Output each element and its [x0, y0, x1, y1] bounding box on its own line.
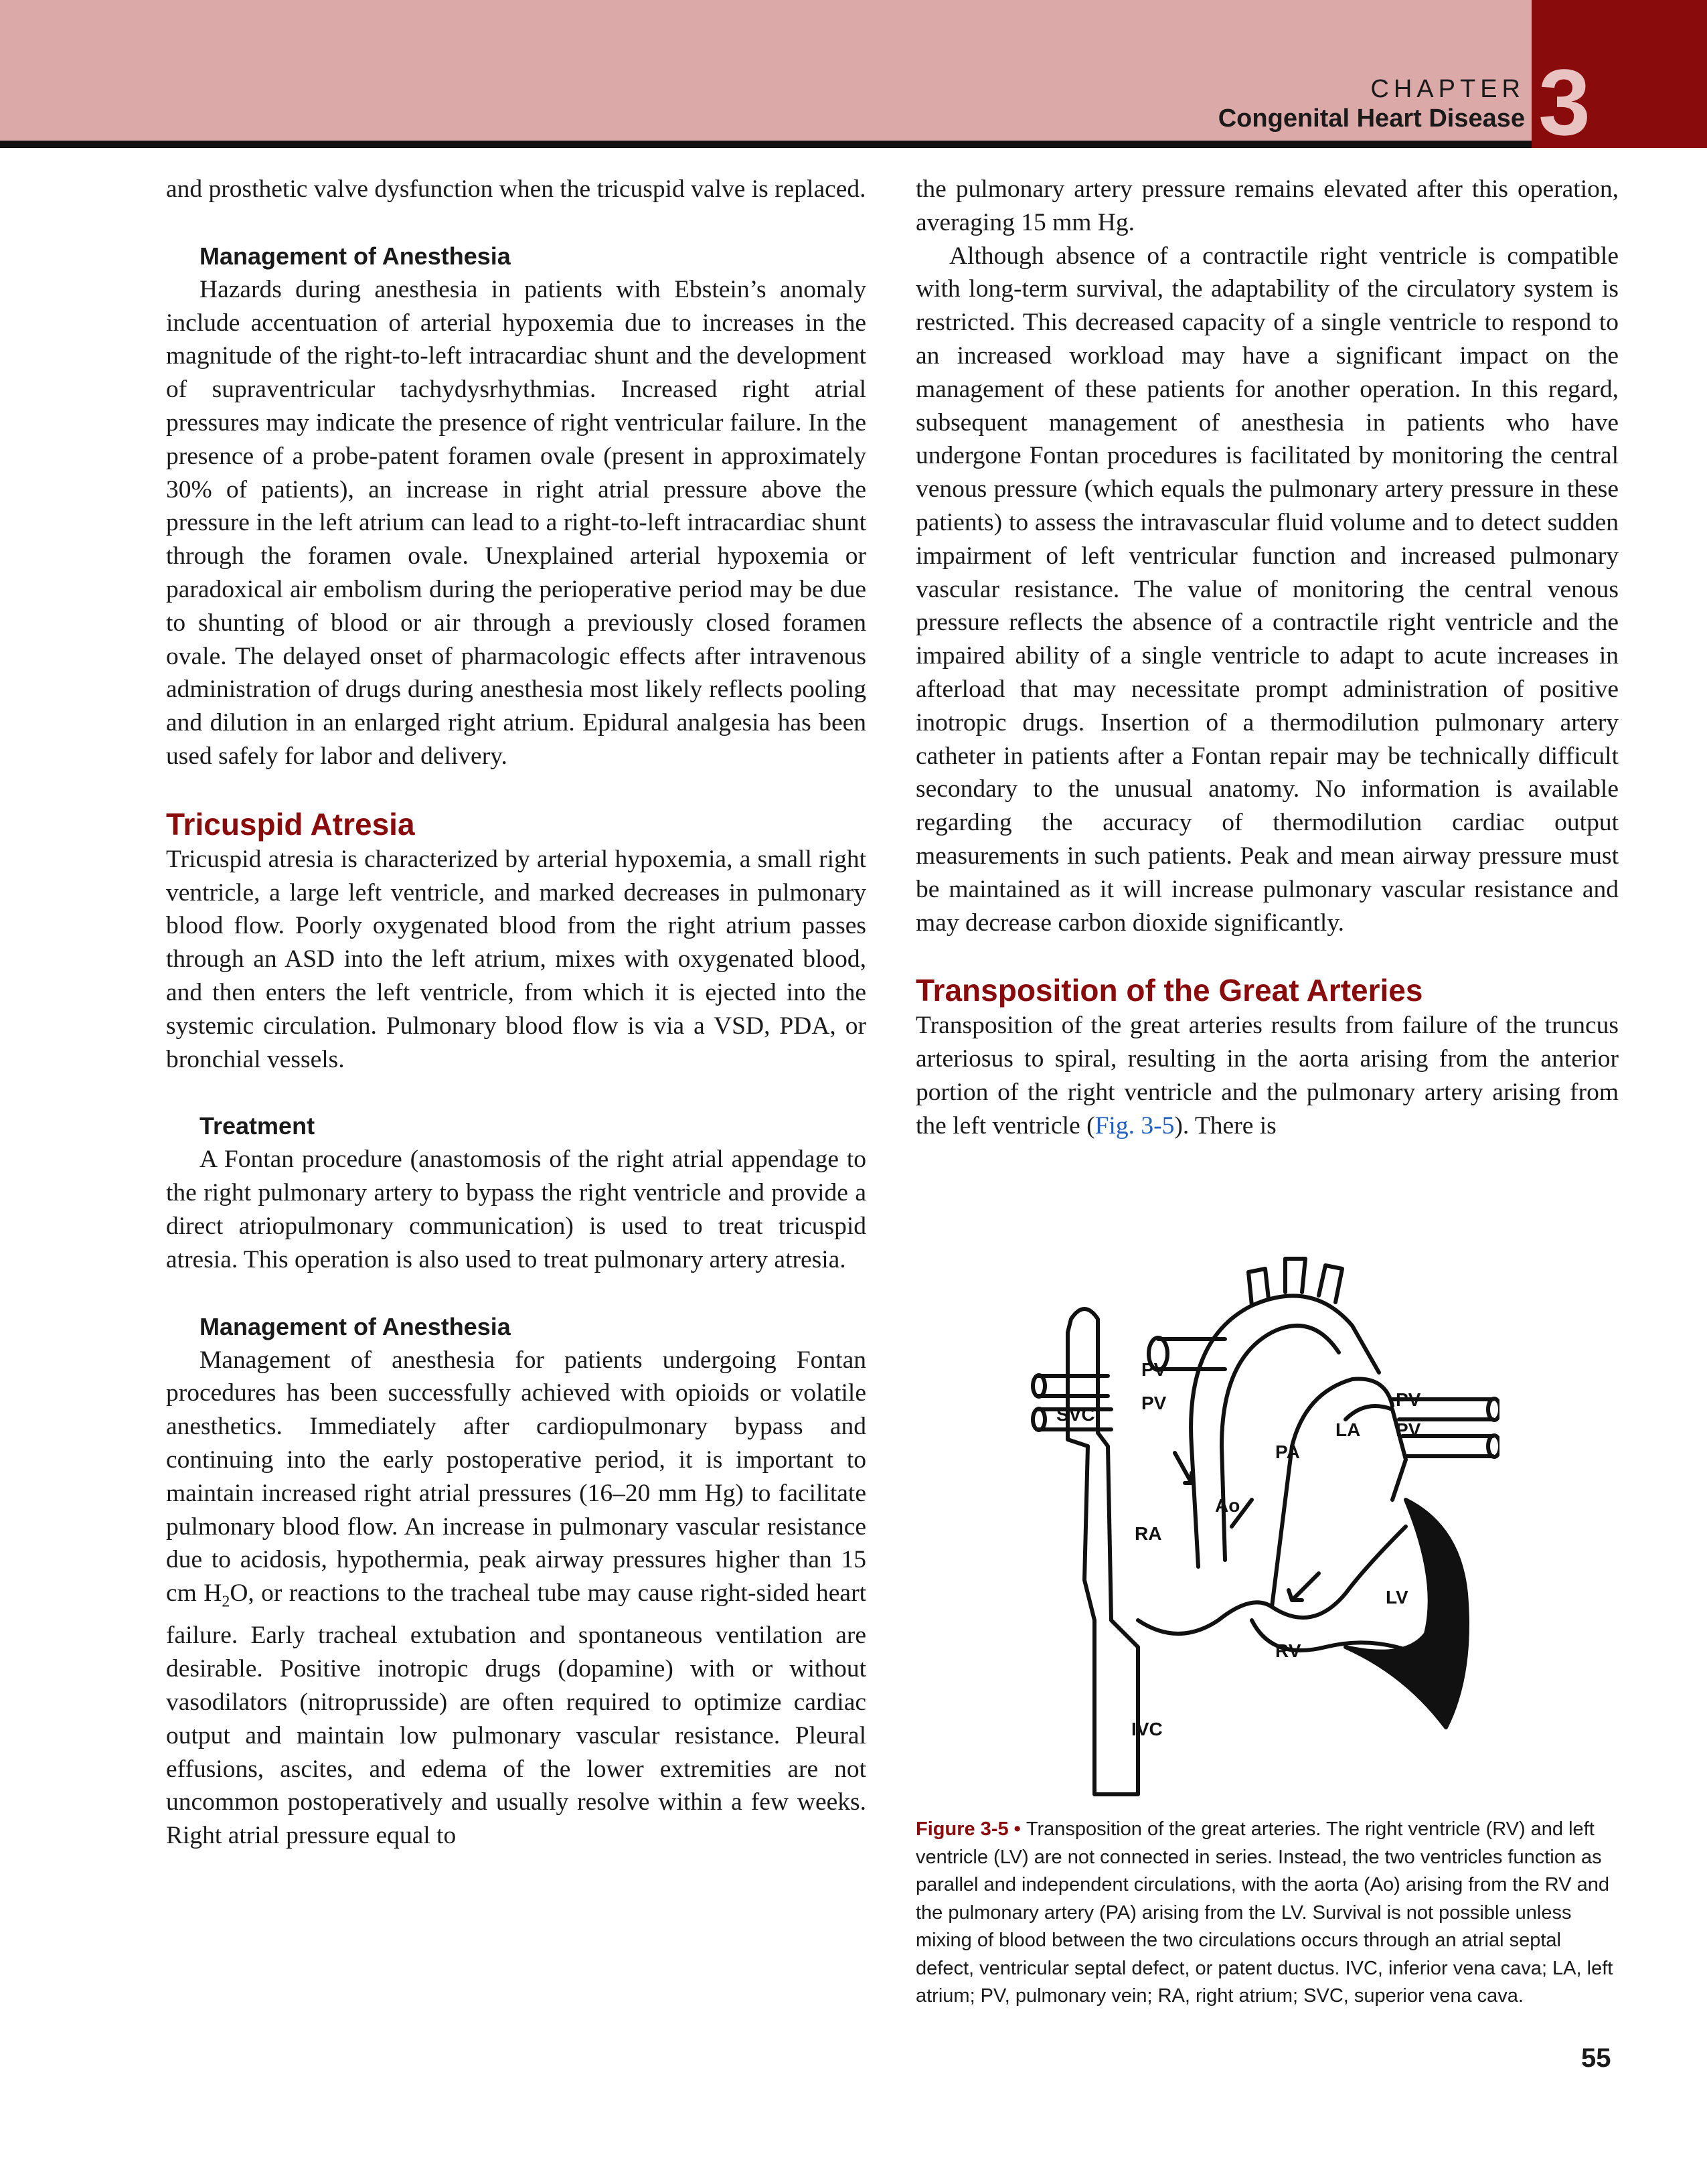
- caption-bullet: •: [1008, 1818, 1026, 1840]
- chapter-label: CHAPTER: [1370, 75, 1525, 103]
- paragraph: Hazards during anesthesia in patients with Ebstein’s anomaly include accentuation of arterial hypoxemia due to increases in the magnitude of the right-to-left intracardiac shunt and the development of supraventricular tachydysrhythmias. Increased right atrial pressures may indicate the presence of right ventricular failure. In the presence of a probe-patent foramen ovale (present in approximately 30% of patients), an increase in right atrial pressure above the pressure in the left atrium can lead to a right-to-left intracardiac shunt through the foramen ovale. Unexplained arterial hypoxemia or paradoxical air embolism during the perioperative period may be due to shunting of blood or air through a previously closed foramen ovale. The delayed onset of pharmacologic effects after intravenous administration of drugs during anesthesia most likely reflects pooling and dilution in an enlarged right atrium. Epidural analgesia has been used safely for labor and delivery.: [166, 275, 866, 770]
- paragraph: and prosthetic valve dysfunction when the tricuspid valve is replaced.: [166, 175, 866, 203]
- text-run: Management of anesthesia for patients undergoing Fontan procedures has been successfully achieved with opioids or volatile anesthetics. Immediately after cardiopulmonary bypass and continuing into the early postoperative period, it is important to maintain increased right atrial pressures (16–20 mm Hg) to facilitate pulmonary blood flow. An increase in pulmonary vascular resistance due to acidosis, hypothermia, peak airway pressures higher than 15 cm H: [166, 1346, 866, 1608]
- text-run: ). There is: [1174, 1111, 1277, 1140]
- subscript: 2: [222, 1593, 230, 1611]
- text-run: Transposition of the great arteries results from failure of the truncus arteriosus to spiral, resulting in the aorta arising from the anterior portion of the right ventricle and the pulmonary artery arising from the left ventricle (: [916, 1012, 1619, 1140]
- label-rv: RV: [1275, 1640, 1301, 1661]
- label-pv: PV: [1141, 1359, 1167, 1380]
- svc-ivc-outline: [1068, 1309, 1138, 1794]
- label-svc: SVC: [1056, 1404, 1095, 1425]
- heart-diagram-figure: [1031, 1245, 1499, 1801]
- left-column: [166, 173, 866, 1853]
- paragraph: [916, 1009, 1619, 1142]
- arch-branches: [1248, 1259, 1342, 1306]
- paragraph: A Fontan procedure (anastomosis of the right atrial appendage to the right pulmonary artery to bypass the right ventricle and provide a direct atriopulmonary communication) is used to treat tricuspid atresia. This operation is also used to treat pulmonary artery atresia.: [166, 1146, 866, 1273]
- paragraph: Tricuspid atresia is characterized by arterial hypoxemia, a small right ventricle, a large left ventricle, and marked decreases in pulmonary blood flow. Poorly oxygenated blood from the right atrium passes through an ASD into the left atrium, mixes with oxygenated blood, and then enters the left ventricle, from which it is ejected into the systemic circulation. Pulmonary blood flow is via a VSD, PDA, or bronchial vessels.: [166, 845, 866, 1073]
- lv-wall: [1346, 1500, 1467, 1727]
- label-pa: PA: [1275, 1441, 1300, 1462]
- label-pv: PV: [1396, 1419, 1421, 1440]
- subheading-treatment: Treatment: [199, 1112, 315, 1140]
- figure-link[interactable]: Fig. 3-5: [1094, 1111, 1175, 1140]
- subheading-management-of-anesthesia: Management of Anesthesia: [199, 242, 511, 270]
- label-ra: RA: [1135, 1523, 1162, 1544]
- label-pv: PV: [1396, 1389, 1421, 1410]
- subheading-management-of-anesthesia: Management of Anesthesia: [199, 1312, 511, 1340]
- right-column: [916, 173, 1619, 1143]
- chapter-number: 3: [1538, 50, 1591, 155]
- section-heading-tricuspid-atresia: Tricuspid Atresia: [166, 806, 415, 842]
- label-pv: PV: [1141, 1393, 1167, 1413]
- header-rule: [0, 141, 1707, 148]
- label-ivc: IVC: [1131, 1719, 1163, 1739]
- figure-label: Figure 3-5: [916, 1818, 1009, 1840]
- paragraph: the pulmonary artery pressure remains elevated after this operation, averaging 15 mm Hg.: [916, 175, 1619, 236]
- arrow-vsd: [1289, 1573, 1319, 1600]
- paragraph: [166, 1344, 866, 1853]
- label-lv: LV: [1386, 1587, 1408, 1608]
- section-heading-transposition: Transposition of the Great Arteries: [916, 973, 1423, 1008]
- figure-caption: [916, 1816, 1619, 2011]
- paragraph: Although absence of a contractile right ventricle is compatible with long-term survival, the adaptability of the circulatory system is restricted. This decreased capacity of a single ventricle to respond to an increased workload may have a significant impact on the management of these patients for another operation. In this regard, subsequent management of anesthesia in patients who have undergone Fontan procedures is facilitated by monitoring the central venous pressure (which equals the pulmonary artery pressure in these patients) to assess the intravascular fluid volume and to detect sudden impairment of left ventricular function and increased pulmonary vascular resistance. The value of monitoring the central venous pressure reflects the absence of a contractile right ventricle and the impaired ability of a single ventricle to adapt to acute increases in afterload that may necessitate prompt administration of positive inotropic drugs. Insertion of a thermodilution pulmonary artery catheter in patients after a Fontan repair may be technically difficult secondary to the unusual anatomy. No information is available regarding the accuracy of thermodilution cardiac output measurements in such patients. Peak and mean airway pressure must be maintained as it will increase pulmonary vascular resistance and may decrease carbon dioxide significantly.: [916, 242, 1619, 937]
- text-run: O, or reactions to the tracheal tube may cause right-sided heart failure. Early tracheal extubation and spontaneous ventilation are desirable. Positive inotropic drugs (dopamine) with or without vasodilators (nitroprusside) are often required to optimize cardiac output and maintain low pulmonary vascular resistance. Pleural effusions, ascites, and edema of the lower extremities are not uncommon postoperatively and usually resolve within a few weeks. Right atrial pressure equal to: [166, 1579, 866, 1850]
- arrow-svc: [1175, 1453, 1192, 1483]
- pulmonary-artery: [1272, 1379, 1392, 1608]
- page-number: 55: [1581, 2043, 1611, 2073]
- chapter-title: Congenital Heart Disease: [1218, 104, 1525, 133]
- caption-text: Transposition of the great arteries. The right ventricle (RV) and left ventricle (LV) are not connected in series. Instead, the two ventricles function as parallel and independent circulations, with the aorta (Ao) arising from the RV and the pulmonary artery (PA) arising from the LV. Survival is not possible unless mixing of blood between the two circulations occurs through an atrial septal defect, ventricular septal defect, or patent ductus. IVC, inferior vena cava; LA, left atrium; PV, pulmonary vein; RA, right atrium; SVC, superior vena cava.: [916, 1818, 1613, 2007]
- label-la: LA: [1335, 1419, 1361, 1440]
- heart-diagram: [1031, 1245, 1499, 1801]
- label-ao: Ao: [1215, 1495, 1240, 1516]
- ventricle-outline: [1138, 1527, 1406, 1634]
